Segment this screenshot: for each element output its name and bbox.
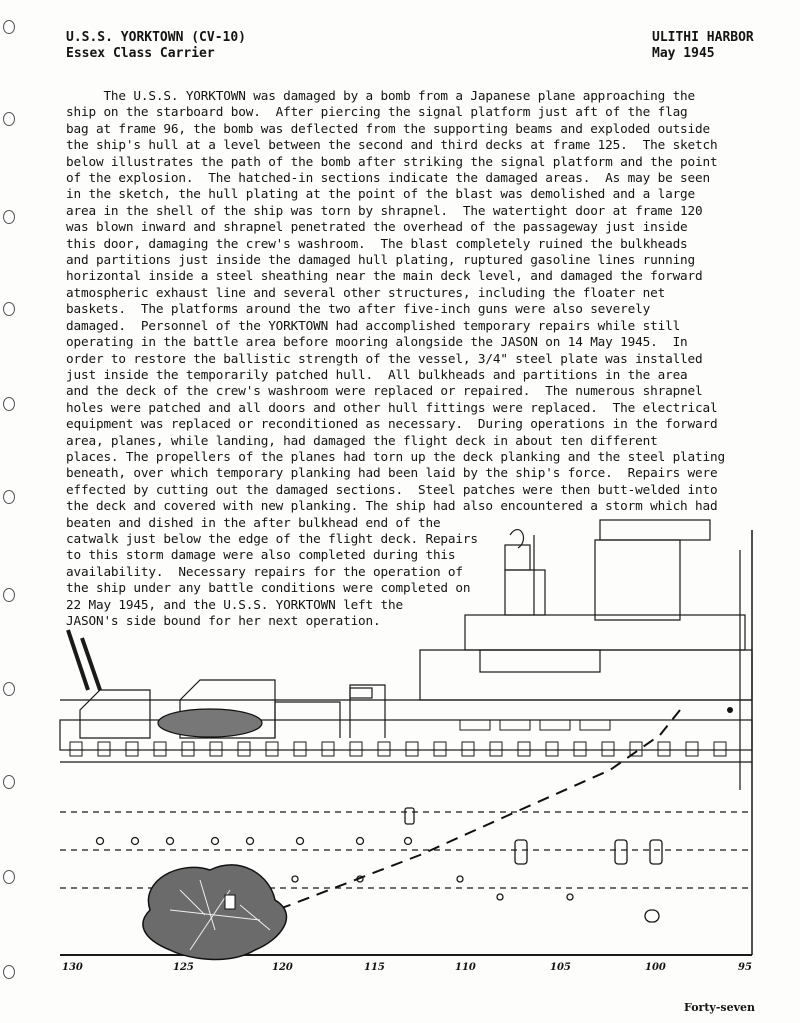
body-line: and partitions just inside the damaged hull plating, ruptured gasoline lines running — [66, 252, 696, 268]
body-line: catwalk just below the edge of the flight deck. Repairs — [66, 530, 478, 546]
body-line: 22 May 1945, and the U.S.S. YORKTOWN left the — [66, 596, 403, 612]
binder-hole — [3, 682, 15, 696]
frame-number: 120 — [272, 962, 293, 973]
body-line: availability. Necessary repairs for the operation of — [66, 563, 463, 579]
frame-number: 110 — [455, 962, 476, 973]
binder-hole — [3, 490, 15, 504]
body-line: ship on the starboard bow. After piercing the signal platform just aft of the flag — [66, 104, 688, 120]
frame-number: 125 — [173, 962, 194, 973]
damaged-platform-hatch — [158, 709, 262, 737]
flag-bag — [505, 570, 545, 615]
body-line: the deck and covered with new planking. The ship had also encountered a storm which had — [66, 498, 718, 514]
body-line: area, planes, while landing, had damaged the flight deck in about ten different — [66, 432, 658, 448]
location: ULITHI HARBOR — [652, 30, 754, 45]
gun-barrel — [68, 630, 88, 690]
body-line: effected by cutting out the damaged sections. Steel patches were then butt-welded into — [66, 481, 718, 497]
ship-name: U.S.S. YORKTOWN (CV-10) — [66, 30, 247, 45]
binder-hole — [3, 112, 15, 126]
body-line: below illustrates the path of the bomb after striking the signal platform and the point — [66, 153, 718, 169]
bomb-entry-point — [727, 707, 733, 713]
body-line: atmospheric exhaust line and several other structures, including the floater net — [66, 284, 666, 300]
body-line: places. The propellers of the planes had torn up the deck planking and the steel plating — [66, 448, 725, 464]
binder-hole — [3, 870, 15, 884]
body-line: JASON's side bound for her next operation. — [66, 613, 381, 628]
binder-hole — [3, 965, 15, 979]
ship-class: Essex Class Carrier — [66, 46, 215, 61]
body-line: order to restore the ballistic strength of the vessel, 3/4" steel plate was installed — [66, 350, 703, 366]
frame-number: 105 — [550, 962, 571, 973]
ship-damage-sketch — [40, 510, 770, 980]
body-line: bag at frame 96, the bomb was deflected from the supporting beams and exploded outside — [66, 120, 711, 136]
binder-hole — [3, 302, 15, 316]
ship-header — [66, 30, 246, 62]
island-structure — [595, 540, 680, 620]
body-line: beneath, over which temporary planking had been laid by the ship's force. Repairs were — [66, 465, 718, 481]
funnel-top — [505, 545, 530, 570]
body-line: horizontal inside a steel sheathing near the main deck level, and damaged the forward — [66, 268, 703, 284]
body-line: this door, damaging the crew's washroom. The blast completely ruined the bulkheads — [66, 235, 688, 251]
binder-hole — [3, 210, 15, 224]
frame-number: 115 — [364, 962, 385, 973]
binder-hole — [3, 775, 15, 789]
location-header — [652, 30, 754, 62]
body-line: was blown inward and shrapnel penetrated the overhead of the passageway just inside — [66, 219, 688, 235]
body-line: to this storm damage were also completed during this — [66, 547, 456, 563]
five-inch-gun-mount-aft — [80, 690, 150, 738]
binder-hole — [3, 20, 15, 34]
body-line: the ship under any battle conditions were completed on — [66, 580, 471, 596]
radar-platform — [600, 520, 710, 540]
body-line: baskets. The platforms around the two after five-inch guns were also severely — [66, 301, 651, 317]
body-line: damaged. Personnel of the YORKTOWN had accomplished temporary repairs while still — [66, 317, 681, 333]
binder-hole — [3, 397, 15, 411]
frame-number: 130 — [62, 962, 83, 973]
signal-platform — [480, 650, 600, 672]
watertight-door — [225, 895, 235, 909]
body-line: equipment was replaced or reconditioned as necessary. During operations in the forward — [66, 416, 718, 432]
body-line: operating in the battle area before mooring alongside the JASON on 14 May 1945. In — [66, 334, 688, 350]
binder-hole — [3, 588, 15, 602]
frame-number: 95 — [738, 962, 752, 973]
gun-director — [350, 688, 372, 698]
body-line: The U.S.S. YORKTOWN was damaged by a bomb from a Japanese plane approaching the — [66, 88, 696, 103]
body-line: area in the shell of the ship was torn by shrapnel. The watertight door at frame 120 — [66, 202, 703, 218]
island-lower-deck — [420, 650, 752, 700]
body-line: in the sketch, the hull plating at the point of the blast was demolished and a large — [66, 186, 696, 202]
body-line: of the explosion. The hatched-in sections indicate the damaged areas. As may be seen — [66, 170, 711, 186]
date: May 1945 — [652, 46, 715, 61]
body-line: holes were patched and all doors and other hull fittings were replaced. The electrical — [66, 399, 718, 415]
gun-director-base — [350, 685, 385, 738]
body-line: beaten and dished in the after bulkhead end of the — [66, 514, 441, 530]
page-footer: Forty-seven — [684, 1001, 755, 1014]
frame-number: 100 — [645, 962, 666, 973]
body-line: the ship's hull at a level between the second and third decks at frame 125. The sketch — [66, 137, 718, 153]
body-line: and the deck of the crew's washroom were replaced or repaired. The numerous shrapnel — [66, 383, 703, 399]
body-line: just inside the temporarily patched hull. All bulkheads and partitions in the area — [66, 366, 688, 382]
